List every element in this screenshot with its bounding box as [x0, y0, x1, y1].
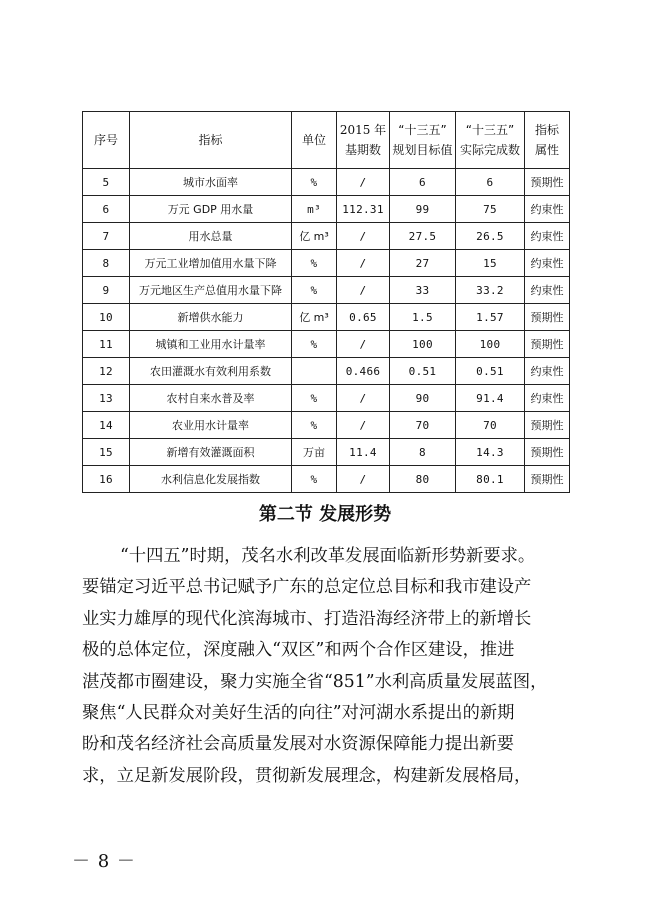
header-unit: 单位: [292, 112, 337, 169]
paragraph-line: 湛茂都市圈建设，聚力实施全省“851”水利高质量发展蓝图，: [82, 671, 548, 692]
header-indicator: 指标: [130, 112, 292, 169]
indicator-table-container: [82, 111, 569, 493]
paragraph-line: 聚焦“人民群众对美好生活的向往”对河湖水系提出的新期: [82, 703, 515, 724]
table-row: 14 农业用水计量率 % / 70 70 预期性: [83, 412, 570, 439]
paragraph-line: “十四五”时期，茂名水利改革发展面临新形势新要求。: [120, 546, 536, 566]
table-row: 12 农田灌溉水有效利用系数 0.466 0.51 0.51 约束性: [83, 358, 570, 385]
table-header-row: [83, 112, 570, 169]
table-row: 6 万元 GDP 用水量 m³ 112.31 99 75 约束性: [83, 196, 570, 223]
table-row: 13 农村自来水普及率 % / 90 91.4 约束性: [83, 385, 570, 412]
table-row: 5 城市水面率 % / 6 6 预期性: [83, 169, 570, 196]
indicator-table: [82, 111, 570, 493]
page-number: － 8 －: [72, 851, 136, 872]
header-target: “十三五” 规划目标值: [390, 112, 456, 169]
body-paragraph: [82, 541, 569, 792]
paragraph-line: 求，立足新发展阶段，贯彻新发展理念，构建新发展格局，: [82, 765, 532, 786]
paragraph-line: 要锚定习近平总书记赋予广东的总定位总目标和我市建设产: [82, 577, 532, 598]
table-row: 16 水利信息化发展指数 % / 80 80.1 预期性: [83, 466, 570, 493]
header-no: 序号: [83, 112, 130, 169]
section-heading: 第二节 发展形势: [258, 504, 392, 525]
paragraph-line: 极的总体定位，深度融入“双区”和两个合作区建设，推进: [82, 640, 515, 661]
table-row: 9 万元地区生产总值用水量下降 % / 33 33.2 约束性: [83, 277, 570, 304]
table-row: 11 城镇和工业用水计量率 % / 100 100 预期性: [83, 331, 570, 358]
header-attribute: 指标 属性: [525, 112, 570, 169]
paragraph-line: 盼和茂名经济社会高质量发展对水资源保障能力提出新要: [82, 734, 515, 755]
table-row: 10 新增供水能力 亿 m³ 0.65 1.5 1.57 预期性: [83, 304, 570, 331]
paragraph-line: 业实力雄厚的现代化滨海城市、打造沿海经济带上的新增长: [82, 608, 532, 629]
header-base: 2015 年 基期数: [337, 112, 390, 169]
table-row: 15 新增有效灌溉面积 万亩 11.4 8 14.3 预期性: [83, 439, 570, 466]
table-row: 7 用水总量 亿 m³ / 27.5 26.5 约束性: [83, 223, 570, 250]
header-actual: “十三五” 实际完成数: [456, 112, 525, 169]
table-row: 8 万元工业增加值用水量下降 % / 27 15 约束性: [83, 250, 570, 277]
